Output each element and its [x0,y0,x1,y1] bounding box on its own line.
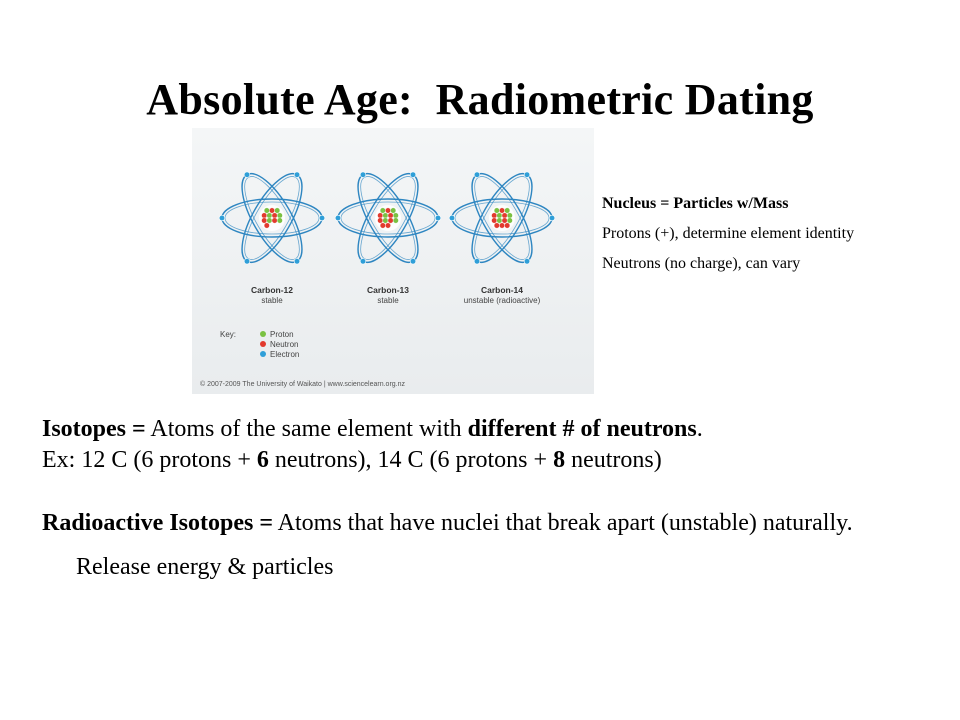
radioactive-definition [42,508,942,539]
electron-particle [524,172,530,178]
neutron-particle [269,208,274,213]
electron-particle [319,215,325,221]
atoms-diagram [192,128,594,394]
proton-particle [494,208,499,213]
electron-particle [294,259,300,265]
slide-body [42,414,942,583]
proton-particle [277,218,282,223]
electron-particle [449,215,455,221]
neutron-particle [385,208,390,213]
neutron-particle [492,213,497,218]
neutron-particle [378,218,383,223]
figure-copyright: © 2007-2009 The University of Waikato | www.sciencelearn.org.nz [200,381,406,388]
neutron-particle [388,218,393,223]
electron-particle [219,215,225,221]
electron-particle [244,172,250,178]
proton-particle [383,213,388,218]
note-protons: Protons (+), determine element identity [602,225,855,242]
neutron-particle [494,223,499,228]
example-part-a: Ex: 12 C (6 protons + [42,447,257,474]
neutron-particle [262,218,267,223]
atom-status-carbon-12: stable [261,296,283,305]
radioactive-def-text: Atoms that have nuclei that break apart (unstable) naturally. [273,510,853,537]
electron-particle [474,259,480,265]
spacer [42,476,942,508]
proton-legend-dot [260,331,266,337]
neutron-legend-dot [260,341,266,347]
electron-particle [524,259,530,265]
neutron-particle [272,218,277,223]
neutron-particle [272,213,277,218]
example-part-e: neutrons) [565,447,662,474]
neutron-particle [380,223,385,228]
electron-particle [294,172,300,178]
neutron-particle [378,213,383,218]
legend-label-proton: Proton [270,330,294,339]
neutron-particle [502,213,507,218]
atom-label-carbon-14: Carbon-14 [480,285,524,295]
atom-label-carbon-13: Carbon-13 [366,285,410,295]
nucleus-notes [602,194,932,284]
electron-particle [410,259,416,265]
atom-carbon-14 [449,165,555,271]
electron-particle [549,215,555,221]
neutron-particle [264,223,269,228]
example-neutrons-14: 8 [553,447,566,474]
isotopes-term: Isotopes = [42,416,146,442]
proton-particle [505,208,510,213]
example-neutrons-12: 6 [256,447,269,474]
neutron-particle [385,223,390,228]
electron-particle [360,259,366,265]
neutron-particle [492,218,497,223]
proton-particle [275,208,280,213]
isotopes-def-text: Atoms of the same element with [145,416,468,442]
proton-particle [393,213,398,218]
isotopes-def-emphasis: different # of neutrons [467,416,697,442]
neutron-particle [388,213,393,218]
neutron-particle [499,208,504,213]
note-neutrons: Neutrons (no charge), can vary [602,255,801,272]
proton-particle [391,208,396,213]
electron-particle [474,172,480,178]
neutron-particle [499,223,504,228]
atom-status-carbon-13: stable [377,296,399,305]
electron-legend-dot [260,351,266,357]
legend-label-electron: Electron [270,350,300,359]
proton-particle [383,218,388,223]
proton-particle [507,213,512,218]
proton-particle [497,218,502,223]
isotopes-def-end: . [696,416,703,442]
slide-title: Absolute Age: Radiometric Dating [146,75,814,124]
isotopes-definition [42,414,942,445]
electron-particle [335,215,341,221]
atom-carbon-12 [219,165,325,271]
atom-label-carbon-12: Carbon-12 [250,285,294,295]
neutron-particle [502,218,507,223]
note-nucleus: Nucleus = Particles w/Mass [602,195,789,212]
electron-particle [435,215,441,221]
atom-status-carbon-14: unstable (radioactive) [463,296,541,305]
electron-particle [360,172,366,178]
electron-particle [410,172,416,178]
legend-key-label: Key: [220,330,237,339]
neutron-particle [262,213,267,218]
electron-particle [244,259,250,265]
atom-carbon-13 [335,165,441,271]
proton-particle [497,213,502,218]
release-note: Release energy & particles [76,553,334,580]
radioactive-term: Radioactive Isotopes = [42,510,273,537]
example-part-c: neutrons), 14 C (6 protons + [268,447,554,474]
proton-particle [264,208,269,213]
neutron-particle [505,223,510,228]
carbon-isotopes-figure [192,128,594,394]
legend-label-neutron: Neutron [270,340,299,349]
proton-particle [277,213,282,218]
proton-particle [267,213,272,218]
proton-particle [267,218,272,223]
isotope-example [42,445,942,476]
proton-particle [393,218,398,223]
proton-particle [380,208,385,213]
proton-particle [507,218,512,223]
